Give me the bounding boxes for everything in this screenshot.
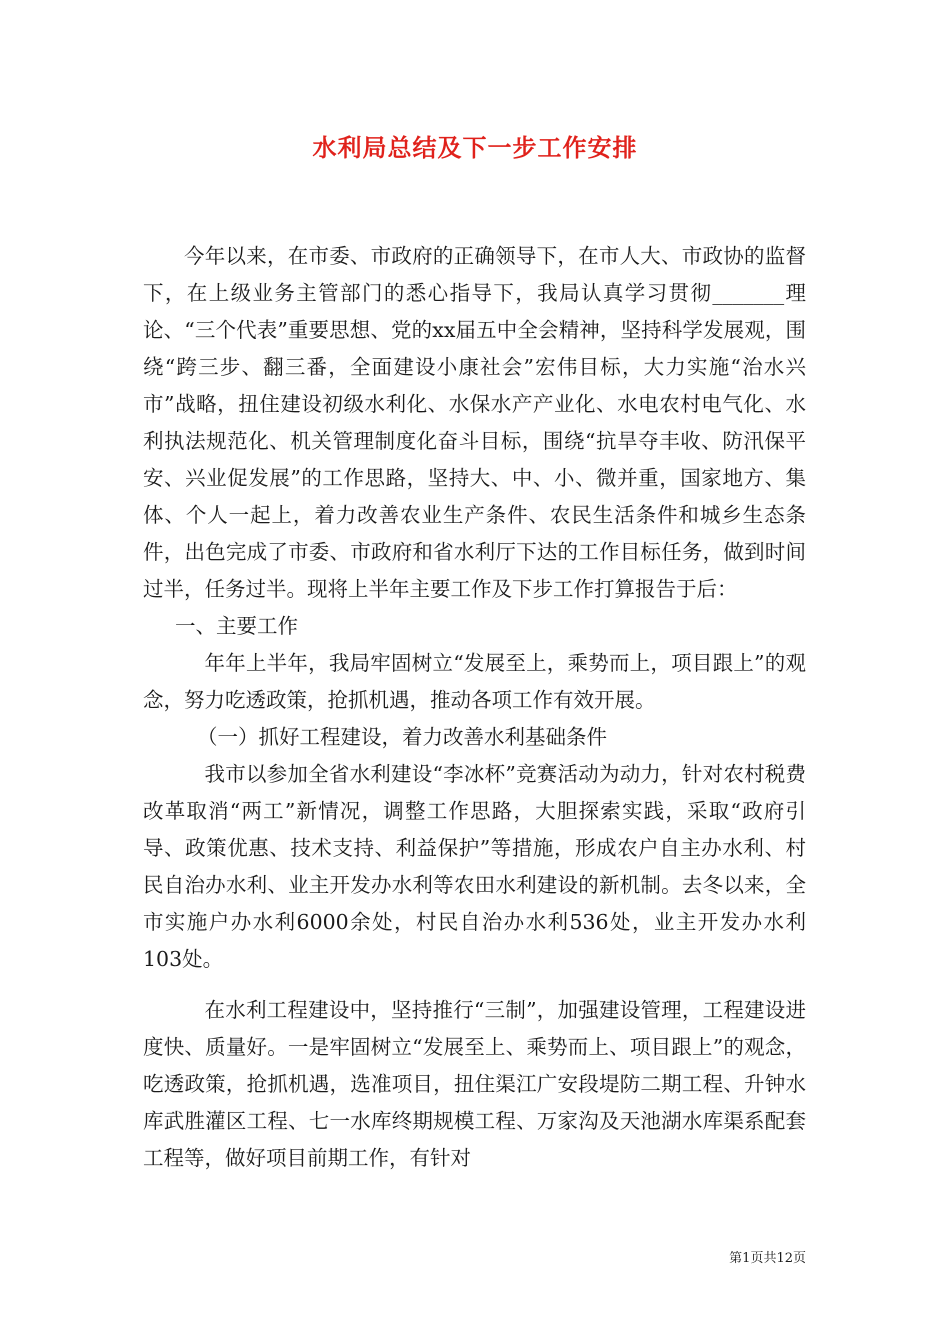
page-number-footer: 第1页共12页 — [729, 1251, 806, 1266]
paragraph-intro: 今年以来，在市委、市政府的正确领导下，在市人大、市政协的监督下，在上级业务主管部门的悉心指导下，我局认真学习贯彻_______理论、“三个代表”重要思想、党的xx届五中全会精神，坚持科学发展观，围绕“跨三步、翻三番，全面建设小康社会”宏伟目标，大力实施“治水兴市”战略，扭住建设初级水利化、水保水产产业化、水电农村电气化、水利执法规范化、机关管理制度化奋斗目标，围绕“抗旱夺丰收、防汛保平安、兴业促发展”的工作思路，坚持大、中、小、微并重，国家地方、集体、个人一起上，着力改善农业生产条件、农民生活条件和城乡生态条件，出色完成了市委、市政府和省水利厅下达的工作目标任务，做到时间过半，任务过半。现将上半年主要工作及下步工作打算报告于后： — [143, 244, 806, 601]
paragraph-construction: 在水利工程建设中，坚持推行“三制”，加强建设管理，工程建设进度快、质量好。一是牢固树立“发展至上、乘势而上、项目跟上”的观念，吃透政策，抢抓机遇，选准项目，扭住渠江广安段堤防二期工程、升钟水库武胜灌区工程、七一水库终期规模工程、万家沟及天池湖水库渠系配套工程等，做好项目前期工作，有针对 — [143, 998, 806, 1170]
subsection-heading-engineering: （一）抓好工程建设，着力改善水利基础条件 — [197, 725, 607, 749]
section-heading-main-work: 一、主要工作 — [175, 614, 298, 638]
paragraph-competition: 我市以参加全省水利建设“李冰杯”竞赛活动为动力，针对农村税费改革取消“两工”新情况，调整工作思路，大胆探索实践，采取“政府引导、政策优惠、技术支持、利益保护”等措施，形成农户自主办水利、村民自治办水利、业主开发办水利等农田水利建设的新机制。去冬以来，全市实施户办水利6000余处，村民自治办水利536处，业主开发办水利103处。 — [143, 762, 806, 971]
paragraph-half-year: 年年上半年，我局牢固树立“发展至上，乘势而上，项目跟上”的观念，努力吃透政策，抢抓机遇，推动各项工作有效开展。 — [143, 651, 806, 712]
document-body — [143, 238, 806, 1177]
document-title: 水利局总结及下一步工作安排 — [312, 133, 638, 162]
